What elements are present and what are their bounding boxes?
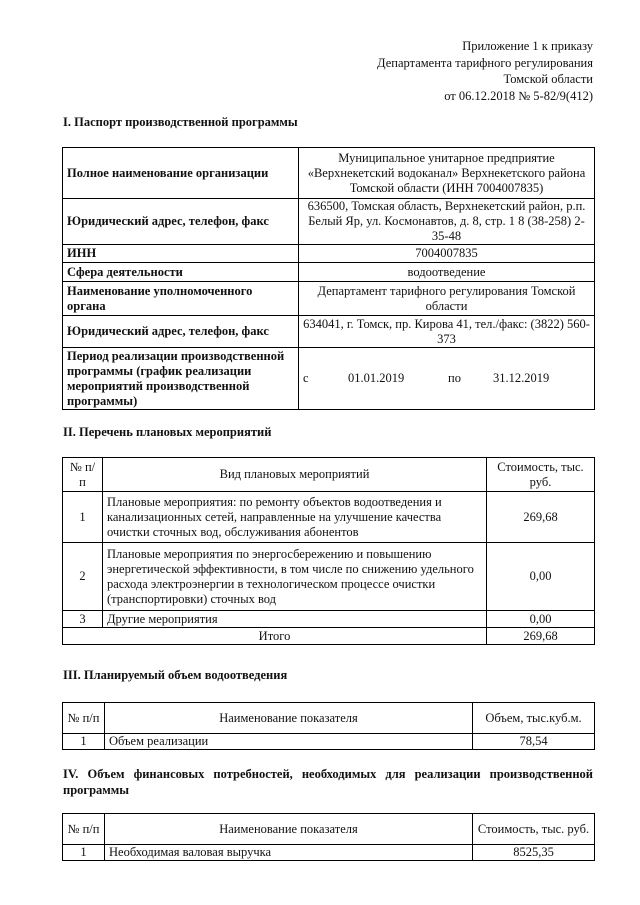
- total-value: 269,68: [487, 628, 595, 645]
- row-value: 636500, Томская область, Верхнекетский район, р.п. Белый Яр, ул. Космонавтов, д. 8, стр. 1 8 (38-258) 2-35-48: [299, 199, 595, 245]
- total-label: Итого: [63, 628, 487, 645]
- table-row: [63, 316, 595, 348]
- header-value: Объем, тыс.куб.м.: [473, 703, 595, 734]
- cell-num: 3: [63, 611, 103, 628]
- header-name: Наименование показателя: [105, 814, 473, 845]
- cell-num: 1: [63, 845, 105, 861]
- table-row: [63, 734, 595, 750]
- table-row: [63, 199, 595, 245]
- header-num: № п/п: [63, 703, 105, 734]
- appendix-order-date: от 06.12.2018 № 5-82/9(412): [444, 88, 593, 103]
- table-header-row: [63, 814, 595, 845]
- header-num: № п/п: [63, 458, 103, 492]
- cell-num: 1: [63, 734, 105, 750]
- table-header-row: [63, 458, 595, 492]
- cell-name: Плановые мероприятия по энергосбережению и повышению энергетической эффективности, в том числе по снижению удельного расхода электроэнергии в технологическом процессе очистки (транспортировки) сточных вод: [103, 543, 487, 611]
- row-label: Юридический адрес, телефон, факс: [63, 316, 299, 348]
- header-name: Наименование показателя: [105, 703, 473, 734]
- period-from-date: 01.01.2019: [348, 371, 405, 385]
- row-value: Департамент тарифного регулирования Томской области: [299, 282, 595, 316]
- cell-name: Необходимая валовая выручка: [105, 845, 473, 861]
- cell-value: 8525,35: [473, 845, 595, 861]
- period-label: Период реализации производственной программы (график реализации мероприятий производственной программы): [63, 348, 299, 410]
- appendix-note: [377, 38, 593, 104]
- section-1-title: I. Паспорт производственной программы: [63, 115, 298, 129]
- section-4-title: IV. Объем финансовых потребностей, необходимых для реализации производственной программы: [63, 767, 593, 797]
- table-row: [63, 245, 595, 263]
- header-name: Вид плановых мероприятий: [103, 458, 487, 492]
- row-label: Юридический адрес, телефон, факс: [63, 199, 299, 245]
- row-label: Сфера деятельности: [63, 263, 299, 282]
- cell-name: Другие мероприятия: [103, 611, 487, 628]
- period-from-word: с: [303, 371, 309, 385]
- table-row: [63, 282, 595, 316]
- appendix-line: Приложение 1 к приказу: [462, 39, 593, 53]
- row-label: ИНН: [63, 245, 299, 263]
- volume-table: [62, 702, 595, 750]
- period-value: [299, 348, 595, 410]
- table-row: [63, 492, 595, 543]
- table-row: [63, 845, 595, 861]
- row-value: Муниципальное унитарное предприятие «Верхнекетский водоканал» Верхнекетского района Томской области (ИНН 7004007835): [299, 148, 595, 199]
- cell-num: 1: [63, 492, 103, 543]
- header-num: № п/п: [63, 814, 105, 845]
- section-2-title: II. Перечень плановых мероприятий: [63, 425, 272, 439]
- table-row: [63, 263, 595, 282]
- cell-cost: 0,00: [487, 611, 595, 628]
- table-row: [63, 543, 595, 611]
- row-value: 634041, г. Томск, пр. Кирова 41, тел./факс: (3822) 560-373: [299, 316, 595, 348]
- cell-name: Плановые мероприятия: по ремонту объектов водоотведения и канализационных сетей, направленные на улучшение качества очистки сточных вод, обслуживания абонентов: [103, 492, 487, 543]
- period-to-word: по: [448, 371, 461, 385]
- table-row: [63, 348, 595, 410]
- total-row: [63, 628, 595, 645]
- row-label: Полное наименование организации: [63, 148, 299, 199]
- cell-name: Объем реализации: [105, 734, 473, 750]
- cell-cost: 269,68: [487, 492, 595, 543]
- header-value: Стоимость, тыс. руб.: [473, 814, 595, 845]
- cell-value: 78,54: [473, 734, 595, 750]
- row-label: Наименование уполномоченного органа: [63, 282, 299, 316]
- period-to-date: 31.12.2019: [493, 371, 550, 385]
- row-value: водоотведение: [299, 263, 595, 282]
- section-3-title: III. Планируемый объем водоотведения: [63, 668, 288, 682]
- passport-table: [62, 147, 595, 410]
- measures-table: [62, 457, 595, 645]
- appendix-line: Департамента тарифного регулирования: [377, 55, 593, 70]
- appendix-line: Томской области: [503, 72, 593, 86]
- table-header-row: [63, 703, 595, 734]
- financial-table: [62, 813, 595, 861]
- cell-cost: 0,00: [487, 543, 595, 611]
- row-value: 7004007835: [299, 245, 595, 263]
- table-row: [63, 611, 595, 628]
- table-row: [63, 148, 595, 199]
- header-cost: Стоимость, тыс. руб.: [487, 458, 595, 492]
- cell-num: 2: [63, 543, 103, 611]
